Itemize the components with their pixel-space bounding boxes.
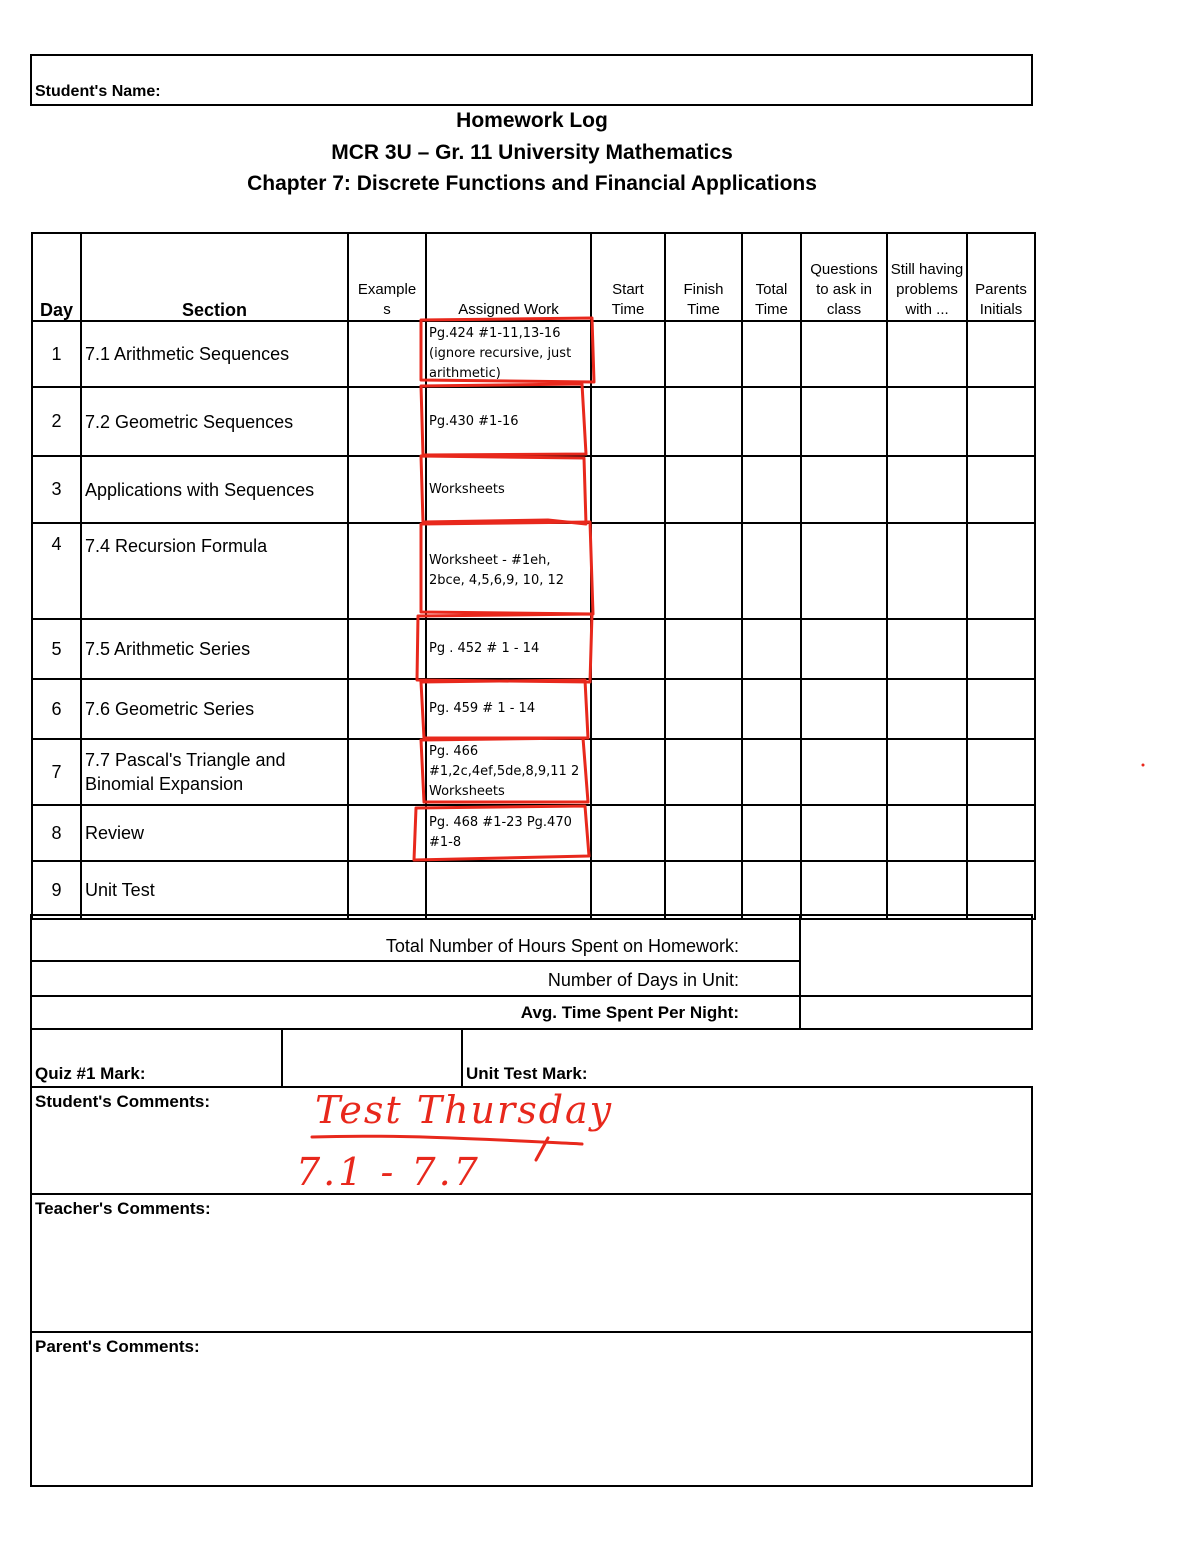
- highlight-box-row3: [421, 456, 586, 524]
- assigned-cell: Pg. 459 # 1 - 14: [426, 679, 591, 739]
- unit-test-label: Unit Test Mark:: [466, 1064, 588, 1083]
- hours-label: Total Number of Hours Spent on Homework:: [385, 936, 739, 956]
- day-cell: 9: [32, 861, 81, 919]
- col-total-label: Total Time: [755, 281, 788, 318]
- days-label: Number of Days in Unit:: [547, 970, 739, 990]
- day-cell: 4: [32, 523, 81, 619]
- highlight-box-row4: [421, 522, 593, 614]
- col-start-label: Start Time: [611, 281, 645, 318]
- col-still-label: Still having problems with ...: [890, 261, 964, 318]
- col-day: Day: [32, 233, 81, 321]
- day-cell: 3: [32, 456, 81, 523]
- student-comments-label: Student's Comments:: [35, 1092, 210, 1111]
- col-examples-label: Example s: [357, 281, 417, 318]
- section-cell: 7.7 Pascal's Triangle and Binomial Expansion: [81, 739, 348, 805]
- assigned-cell: Pg.424 #1-11,13-16 (ignore recursive, just arithmetic): [426, 321, 591, 387]
- assigned-cell: Worksheets: [426, 456, 591, 523]
- assigned-cell: Pg . 452 # 1 - 14: [426, 619, 591, 679]
- underline-stroke: [312, 1136, 582, 1144]
- section-cell: 7.6 Geometric Series: [81, 679, 348, 739]
- highlight-box-row7: [421, 738, 588, 802]
- parent-comments-label: Parent's Comments:: [35, 1337, 200, 1356]
- day-cell: 2: [32, 387, 81, 456]
- avg-label: Avg. Time Spent Per Night:: [520, 1003, 739, 1022]
- day-cell: 8: [32, 805, 81, 861]
- section-cell: 7.4 Recursion Formula: [81, 523, 348, 619]
- section-cell: 7.1 Arithmetic Sequences: [81, 321, 348, 387]
- assigned-cell: Pg. 468 #1-23 Pg.470 #1-8: [426, 805, 591, 861]
- assigned-cell: Pg.430 #1-16: [426, 387, 591, 456]
- section-cell: Applications with Sequences: [81, 456, 348, 523]
- day-cell: 7: [32, 739, 81, 805]
- col-section: Section: [81, 233, 348, 321]
- section-cell: Review: [81, 805, 348, 861]
- highlight-box-row5: [417, 614, 592, 682]
- col-assigned: Assigned Work: [426, 233, 591, 321]
- teacher-comments-label: Teacher's Comments:: [35, 1199, 211, 1218]
- col-parents-label: Parents Initials: [975, 281, 1027, 318]
- handwritten-line1: Test Thursday: [315, 1088, 614, 1132]
- section-cell: 7.2 Geometric Sequences: [81, 387, 348, 456]
- course-title: MCR 3U – Gr. 11 University Mathematics: [331, 141, 733, 164]
- highlight-box-row2: [421, 384, 586, 455]
- highlight-box-row1: [421, 318, 594, 382]
- assigned-cell: Worksheet - #1eh, 2bce, 4,5,6,9, 10, 12: [426, 523, 591, 619]
- red-dot-mark: [1142, 764, 1145, 767]
- col-finish-label: Finish Time: [683, 281, 724, 318]
- section-cell: Unit Test: [81, 861, 348, 919]
- day-cell: 1: [32, 321, 81, 387]
- handwritten-line2: 7.1 - 7.7: [296, 1150, 481, 1194]
- quiz-label: Quiz #1 Mark:: [35, 1064, 146, 1083]
- page-title: Homework Log: [456, 109, 608, 132]
- student-name-label: Student's Name:: [35, 83, 161, 100]
- day-cell: 6: [32, 679, 81, 739]
- chapter-title: Chapter 7: Discrete Functions and Financial Applications: [247, 172, 817, 195]
- highlight-box-row6: [421, 680, 588, 738]
- col-questions-label: Questions to ask in class: [810, 261, 878, 318]
- section-cell: 7.5 Arithmetic Series: [81, 619, 348, 679]
- highlight-box-row8: [414, 806, 589, 860]
- assigned-cell: Pg. 466 #1,2c,4ef,5de,8,9,11 2 Worksheets: [426, 739, 591, 805]
- day-cell: 5: [32, 619, 81, 679]
